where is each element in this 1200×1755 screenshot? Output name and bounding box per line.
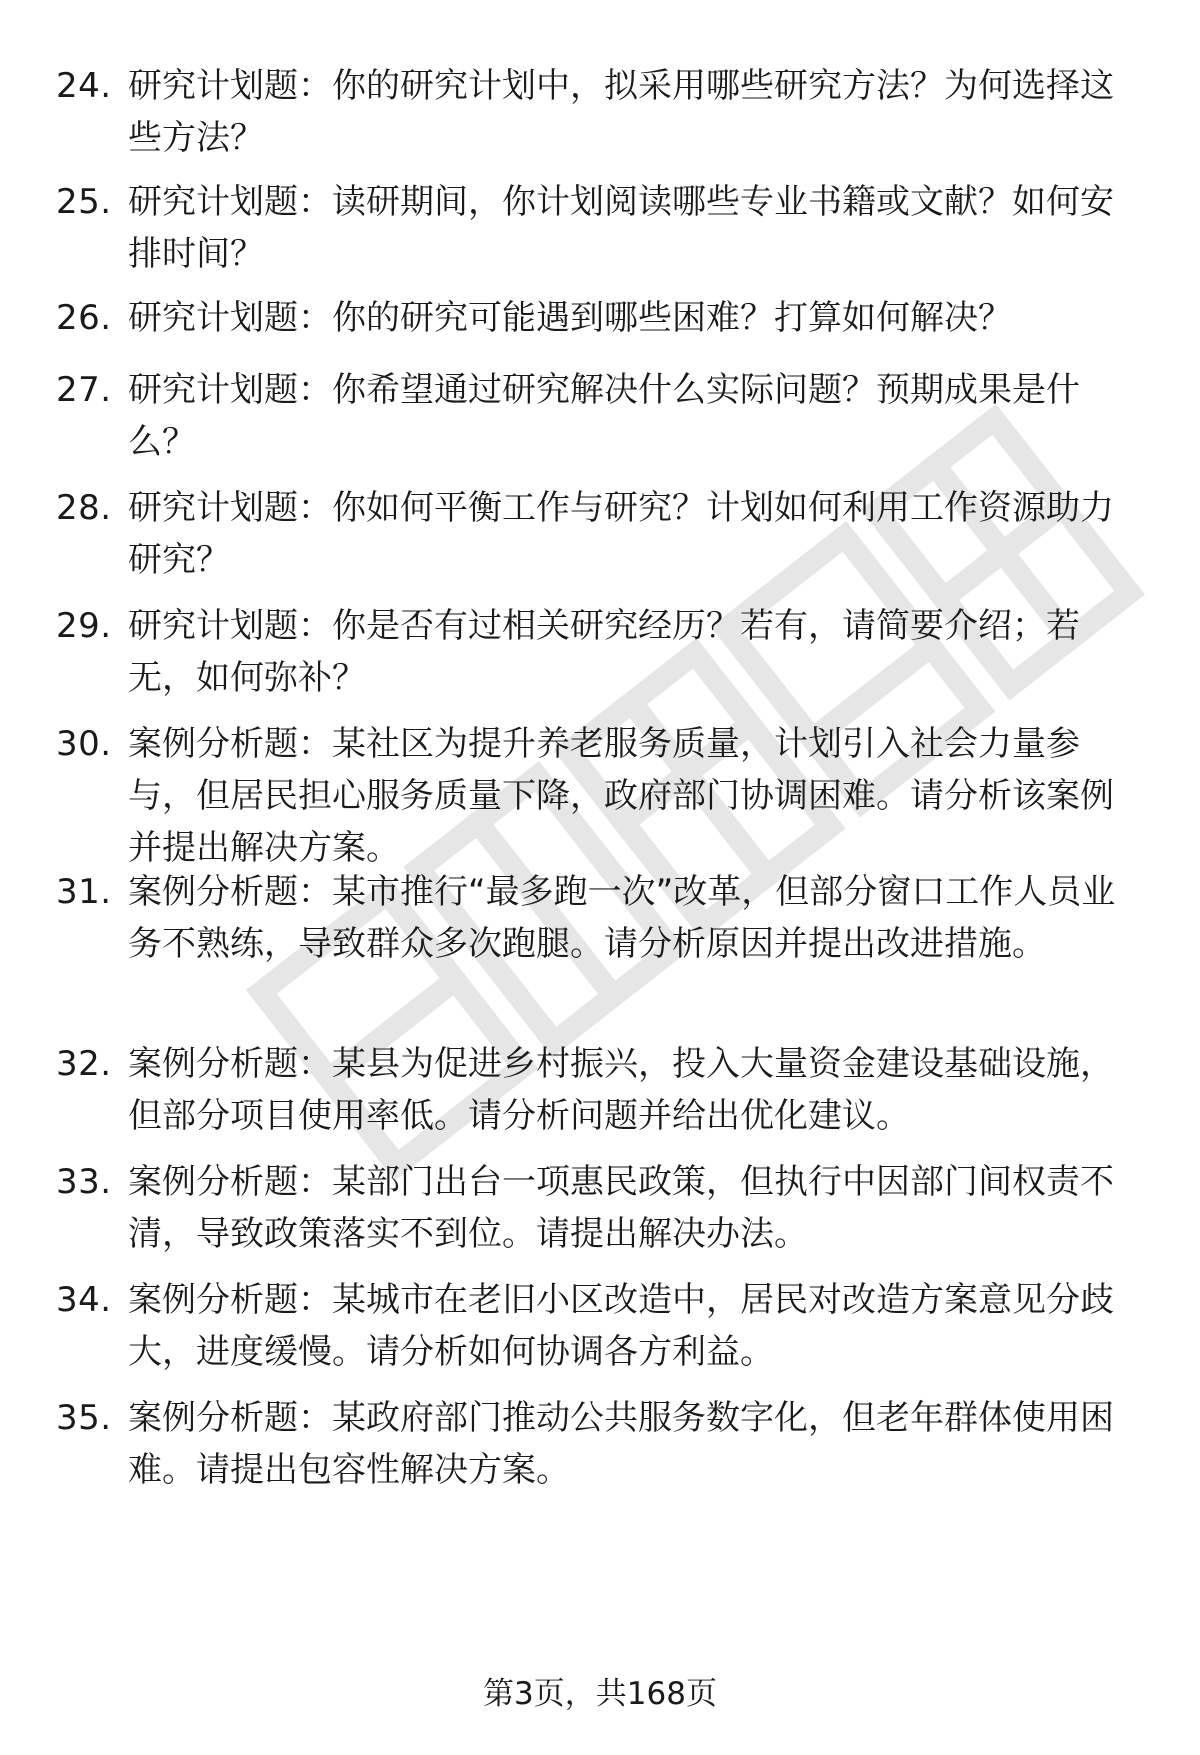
question-body bbox=[128, 1038, 1140, 1142]
question-text: 你如何平衡工作与研究？计划如何利用工作资源助力研究？ bbox=[128, 488, 1114, 580]
question-category: 案例分析题： bbox=[128, 872, 332, 912]
question-number: 29. bbox=[56, 606, 112, 646]
question-number: 34. bbox=[56, 1280, 112, 1320]
question-body bbox=[128, 176, 1140, 280]
question-category: 研究计划题： bbox=[128, 488, 332, 528]
page-number-footer: 第3页，共168页 bbox=[483, 1676, 717, 1712]
question-body bbox=[128, 292, 1140, 344]
question-text: 你的研究计划中，拟采用哪些研究方法？为何选择这些方法？ bbox=[128, 66, 1114, 158]
question-number: 35. bbox=[56, 1398, 112, 1438]
question-text: 某城市在老旧小区改造中，居民对改造方案意见分歧大，进度缓慢。请分析如何协调各方利益。 bbox=[128, 1280, 1114, 1372]
question-category: 案例分析题： bbox=[128, 1398, 332, 1438]
question-category: 案例分析题： bbox=[128, 1044, 332, 1084]
question-body bbox=[128, 600, 1140, 704]
question-number: 27. bbox=[56, 370, 112, 410]
question-number: 31. bbox=[56, 872, 112, 912]
question-number: 32. bbox=[56, 1044, 112, 1084]
question-text: 某县为促进乡村振兴，投入大量资金建设基础设施，但部分项目使用率低。请分析问题并给出优化建议。 bbox=[128, 1044, 1114, 1136]
question-category: 案例分析题： bbox=[128, 724, 332, 764]
question-text: 某部门出台一项惠民政策，但执行中因部门间权责不清，导致政策落实不到位。请提出解决办法。 bbox=[128, 1162, 1114, 1254]
question-category: 研究计划题： bbox=[128, 298, 332, 338]
question-text: 读研期间，你计划阅读哪些专业书籍或文献？如何安排时间？ bbox=[128, 182, 1114, 274]
question-body bbox=[128, 718, 1140, 874]
question-category: 研究计划题： bbox=[128, 66, 332, 106]
question-text: 某政府部门推动公共服务数字化，但老年群体使用困难。请提出包容性解决方案。 bbox=[128, 1398, 1114, 1490]
question-text: 某市推行“最多跑一次”改革，但部分窗口工作人员业务不熟练，导致群众多次跑腿。请分析原因并提出改进措施。 bbox=[128, 872, 1116, 964]
question-category: 案例分析题： bbox=[128, 1162, 332, 1202]
question-category: 研究计划题： bbox=[128, 370, 332, 410]
question-number: 33. bbox=[56, 1162, 112, 1202]
question-body bbox=[128, 1156, 1140, 1260]
question-number: 28. bbox=[56, 488, 112, 528]
question-body bbox=[128, 482, 1140, 586]
question-body bbox=[128, 866, 1140, 970]
question-body bbox=[128, 1274, 1140, 1378]
question-number: 26. bbox=[56, 298, 112, 338]
question-number: 24. bbox=[56, 66, 112, 106]
question-text: 某社区为提升养老服务质量，计划引入社会力量参与，但居民担心服务质量下降，政府部门协调困难。请分析该案例并提出解决方案。 bbox=[128, 724, 1114, 868]
question-category: 研究计划题： bbox=[128, 606, 332, 646]
question-body bbox=[128, 1392, 1140, 1496]
question-text: 你的研究可能遇到哪些困难？打算如何解决？ bbox=[332, 298, 1012, 338]
question-number: 30. bbox=[56, 724, 112, 764]
question-category: 研究计划题： bbox=[128, 182, 332, 222]
question-text: 你是否有过相关研究经历？若有，请简要介绍；若无，如何弥补？ bbox=[128, 606, 1080, 698]
question-text: 你希望通过研究解决什么实际问题？预期成果是什么？ bbox=[128, 370, 1080, 462]
question-number: 25. bbox=[56, 182, 112, 222]
question-body bbox=[128, 60, 1140, 164]
question-body bbox=[128, 364, 1140, 468]
question-category: 案例分析题： bbox=[128, 1280, 332, 1320]
